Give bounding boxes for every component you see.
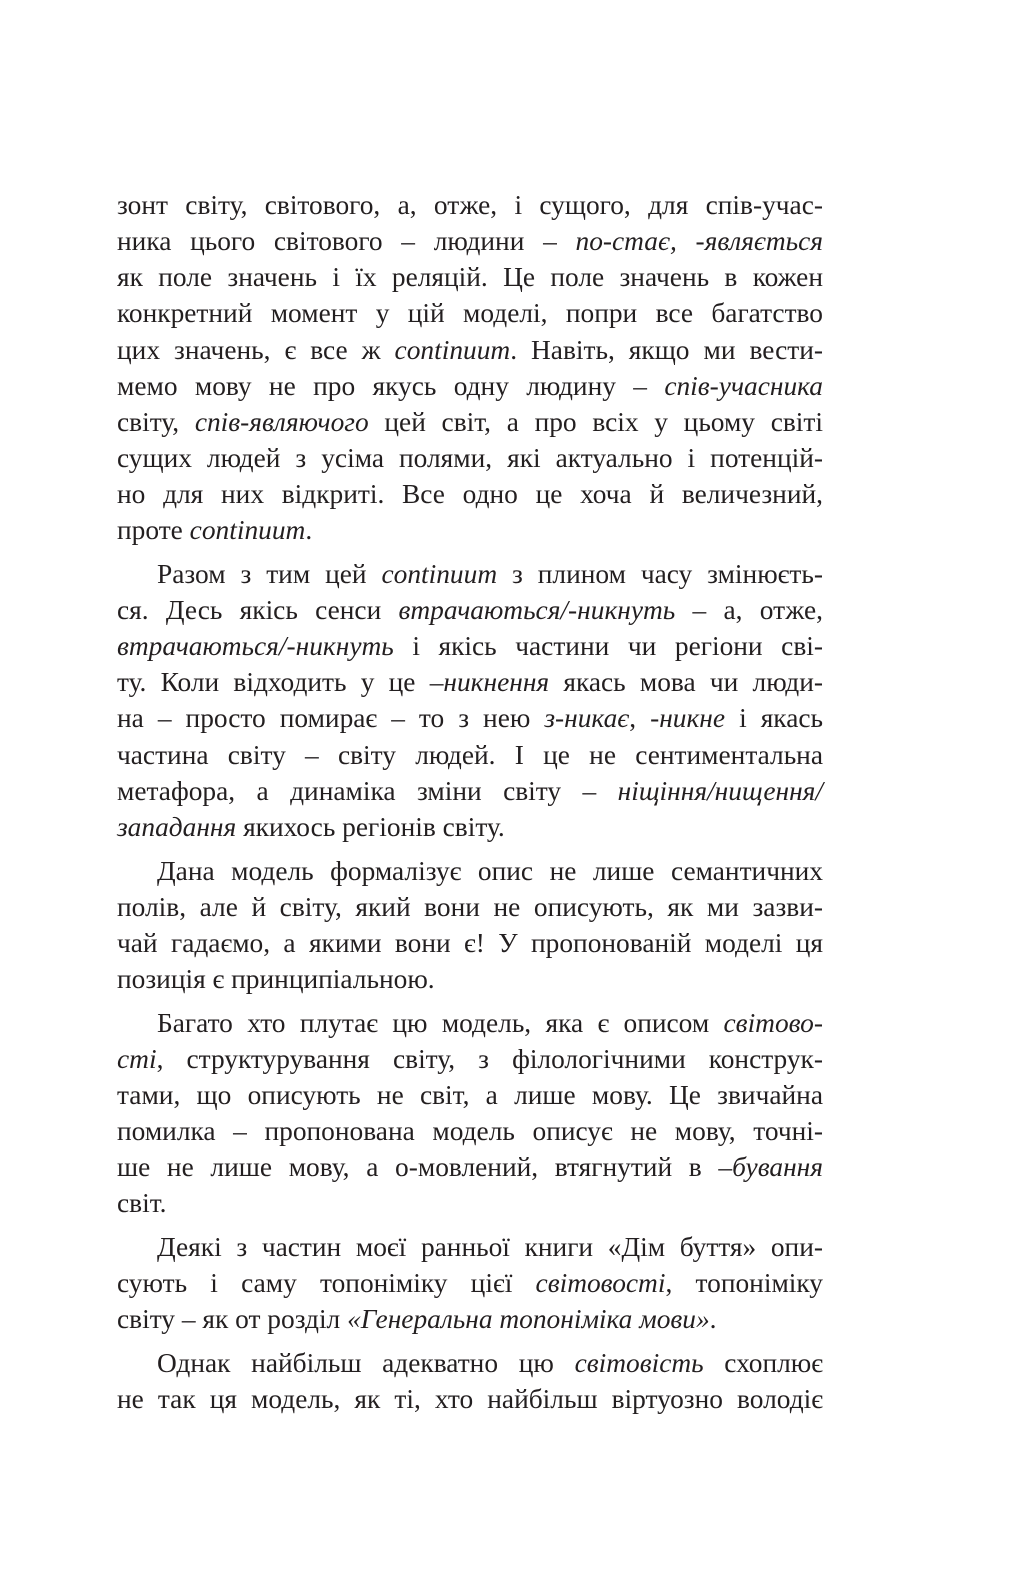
text-run: . Навіть, якщо ми вести- (510, 334, 823, 365)
text-run: Багато хто плутає цю модель, яка є описом (157, 1007, 724, 1038)
text-line (117, 1185, 823, 1221)
italic-text: з-никає (544, 703, 630, 734)
paragraph-p3 (117, 853, 823, 998)
italic-text: спів-учасника (664, 370, 823, 401)
text-line (117, 259, 823, 295)
text-line (117, 700, 823, 736)
text-line (117, 1345, 823, 1381)
text-run: ту. Коли відходить у це (117, 667, 430, 698)
text-run: мемо мову не про якусь одну людину – (117, 370, 665, 401)
italic-text: западання (117, 811, 237, 842)
italic-text: continuum (394, 334, 511, 365)
italic-text: –никнення (429, 667, 550, 698)
italic-text: сті (117, 1043, 157, 1074)
text-run: Однак найбільш адекватно цю (157, 1347, 575, 1378)
text-run: не так ця модель, як ті, хто найбільш віртуозно володіє (117, 1384, 823, 1414)
text-line (117, 187, 823, 223)
text-run: конкретний момент у цій моделі, попри все багатство (117, 298, 823, 329)
text-run: цих значень, є все ж (117, 334, 395, 365)
paragraph-p5 (117, 1229, 823, 1337)
text-line (117, 853, 823, 889)
text-run: ся. Десь якісь сенси (117, 595, 399, 626)
text-run: , топоніміку (665, 1268, 823, 1299)
text-run: сущих людей з усіма полями, які актуально і потенцій- (117, 442, 823, 473)
text-line (117, 925, 823, 961)
text-line (117, 223, 823, 259)
text-run: Дана модель формалізує опис не лише семантичних (157, 855, 823, 886)
text-line (117, 368, 823, 404)
text-run: і якісь частини чи регіони сві- (393, 631, 823, 662)
text-run: позиція є принципіальною. (117, 963, 435, 994)
text-run: з плином часу змінюєть- (497, 558, 823, 589)
text-line (117, 1229, 823, 1265)
text-line (117, 1005, 823, 1041)
text-run: , структурування світу, з філологічними конструк- (156, 1043, 823, 1074)
italic-text: по-стає, -являється (575, 226, 824, 257)
text-line (117, 737, 823, 773)
text-run: тами, що описують не світ, а лише мову. Це звичайна (117, 1079, 823, 1110)
text-line (117, 628, 823, 664)
italic-text: ніщіння/нищення/ (617, 775, 823, 806)
text-run: помилка – пропонована модель описує не мову, точні- (117, 1116, 823, 1147)
book-page-text (117, 187, 823, 1425)
text-line (117, 1381, 823, 1417)
text-run: на – просто помирає – то з нею (117, 703, 545, 734)
text-run: . (709, 1304, 717, 1335)
text-run: ника цього світового – людини – (117, 226, 576, 257)
text-line (117, 1113, 823, 1149)
text-line (117, 1077, 823, 1113)
italic-text: «Генеральна топоніміка мови» (347, 1304, 710, 1335)
text-line (117, 332, 823, 368)
paragraph-p1 (117, 187, 823, 548)
text-run: Деякі з частин моєї ранньої книги «Дім буття» опи- (157, 1231, 823, 1262)
text-run: но для них відкриті. Все одно це хоча й величезний, (117, 479, 823, 510)
text-run: , (629, 703, 651, 734)
text-line (117, 404, 823, 440)
text-line (117, 440, 823, 476)
text-line (117, 512, 823, 548)
italic-text: втрачаються/-никнуть (398, 595, 676, 626)
text-line (117, 889, 823, 925)
italic-text: continuum (381, 558, 498, 589)
text-run: чай гадаємо, а якими вони є! У пропонованій моделі ця (117, 927, 823, 958)
text-run: метафора, а динаміка зміни світу – (117, 775, 618, 806)
text-run: – а, отже, (675, 595, 823, 626)
text-line (117, 476, 823, 512)
italic-text: -никне (650, 703, 726, 734)
text-run: світу – як от розділ (117, 1304, 348, 1335)
text-line (117, 809, 823, 845)
text-run: частина світу – світу людей. І це не сентиментальна (117, 739, 823, 770)
text-run: . (305, 515, 313, 546)
paragraph-p4 (117, 1005, 823, 1222)
text-run: ше не лише мову, а о-мовлений, втягнутий в (117, 1152, 719, 1183)
text-line (117, 1301, 823, 1337)
text-line (117, 773, 823, 809)
text-run: Разом з тим цей (157, 558, 382, 589)
text-run: і якась (725, 703, 823, 734)
italic-text: світовості (535, 1268, 666, 1299)
text-run: світ. (117, 1188, 167, 1219)
text-run: світу, (117, 406, 195, 437)
italic-text: –бування (718, 1152, 823, 1183)
text-line (117, 664, 823, 700)
text-line (117, 1149, 823, 1185)
paragraph-p2 (117, 556, 823, 845)
text-line (117, 1041, 823, 1077)
italic-text: світово- (723, 1007, 823, 1038)
text-run: проте (117, 515, 190, 546)
italic-text: continuum (189, 515, 306, 546)
text-run: як поле значень і їх реляцій. Це поле значень в кожен (117, 262, 823, 293)
text-line (117, 592, 823, 628)
text-line (117, 961, 823, 997)
italic-text: втрачаються/-никнуть (117, 631, 394, 662)
paragraph-p6 (117, 1345, 823, 1417)
text-line (117, 556, 823, 592)
text-run: якась мова чи люди- (549, 667, 823, 698)
italic-text: світовість (574, 1347, 704, 1378)
text-run: сують і саму топоніміку цієї (117, 1268, 536, 1299)
text-run: полів, але й світу, який вони не описують, як ми зазви- (117, 891, 823, 922)
italic-text: спів-являючого (194, 406, 369, 437)
text-line (117, 1265, 823, 1301)
text-line (117, 295, 823, 331)
text-run: якихось регіонів світу. (236, 811, 505, 842)
text-run: цей світ, а про всіх у цьому світі (368, 406, 823, 437)
text-run: схоплює (703, 1347, 823, 1378)
text-run: зонт світу, світового, а, отже, і сущого, для спів-учас- (117, 190, 823, 220)
